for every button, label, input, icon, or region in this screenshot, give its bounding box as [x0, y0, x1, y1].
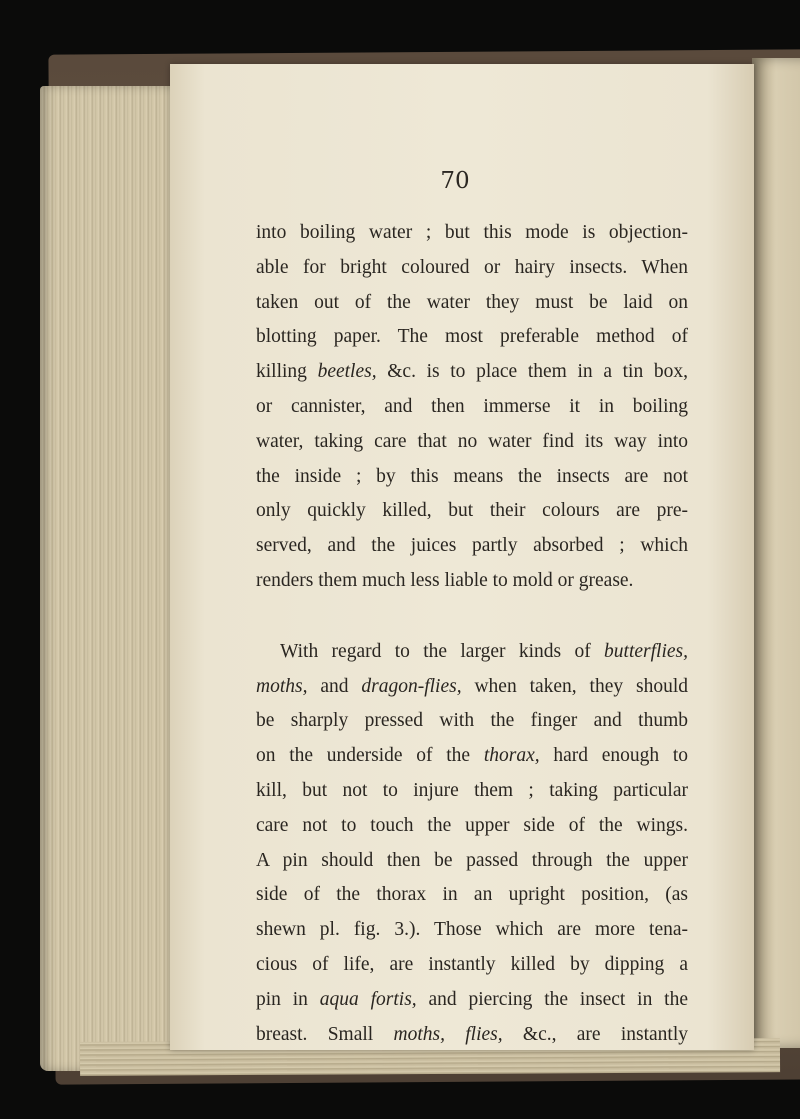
text-line: renders them much less liable to mold or grease.: [256, 569, 634, 591]
text-line: into boiling water ; but this mode is objection-: [256, 222, 688, 243]
text-line: be sharply pressed with the finger and thumb: [256, 710, 688, 732]
text-line: shewn pl. fig. 3.). Those which are more tena-: [256, 919, 688, 941]
text-line: side of the thorax in an upright position, (as: [256, 884, 688, 906]
text-line: killing beetles, &c. is to place them in a tin box,: [256, 361, 689, 383]
text-line: breast. Small moths, flies, &c., are instantly: [256, 1023, 688, 1045]
italic-term: beetles,: [317, 361, 377, 383]
text-line: care not to touch the upper side of the wings.: [256, 814, 688, 836]
italic-term: thorax,: [483, 745, 540, 767]
facing-page-right: [752, 58, 800, 1048]
page-text: [256, 216, 688, 1052]
paragraph-gap: [256, 599, 688, 635]
text-line: water, taking care that no water find its way into: [256, 430, 688, 452]
text-line: pin in aqua fortis, and piercing the insect in the: [256, 988, 688, 1010]
italic-term: moths,: [256, 675, 308, 697]
text-line: With regard to the larger kinds of butterflies,: [280, 640, 688, 662]
text-line: or cannister, and then immerse it in boiling: [256, 395, 688, 417]
page-edges-left: [40, 86, 180, 1071]
book-page: [170, 64, 754, 1050]
text-line: moths, and dragon-flies, when taken, they should: [256, 675, 689, 697]
page-number: 70: [440, 168, 470, 194]
text-line: taken out of the water they must be laid on: [256, 291, 688, 313]
italic-term: aqua fortis,: [319, 988, 417, 1010]
text-line: served, and the juices partly absorbed ; which: [256, 535, 688, 557]
text-line: blotting paper. The most preferable method of: [256, 326, 688, 348]
text-line: cious of life, are instantly killed by dipping a: [256, 953, 688, 975]
text-line: only quickly killed, but their colours are pre-: [256, 500, 688, 522]
text-line: on the underside of the thorax, hard enough to: [256, 745, 688, 767]
italic-term: butterflies,: [604, 640, 688, 662]
italic-term: dragon-flies,: [361, 675, 462, 697]
text-line: kill, but not to injure them ; taking particular: [256, 779, 688, 801]
text-line: the inside ; by this means the insects are not: [256, 465, 688, 487]
text-line: able for bright coloured or hairy insects. When: [256, 256, 688, 278]
italic-term: moths, flies,: [393, 1023, 503, 1045]
text-line: A pin should then be passed through the upper: [256, 849, 688, 871]
